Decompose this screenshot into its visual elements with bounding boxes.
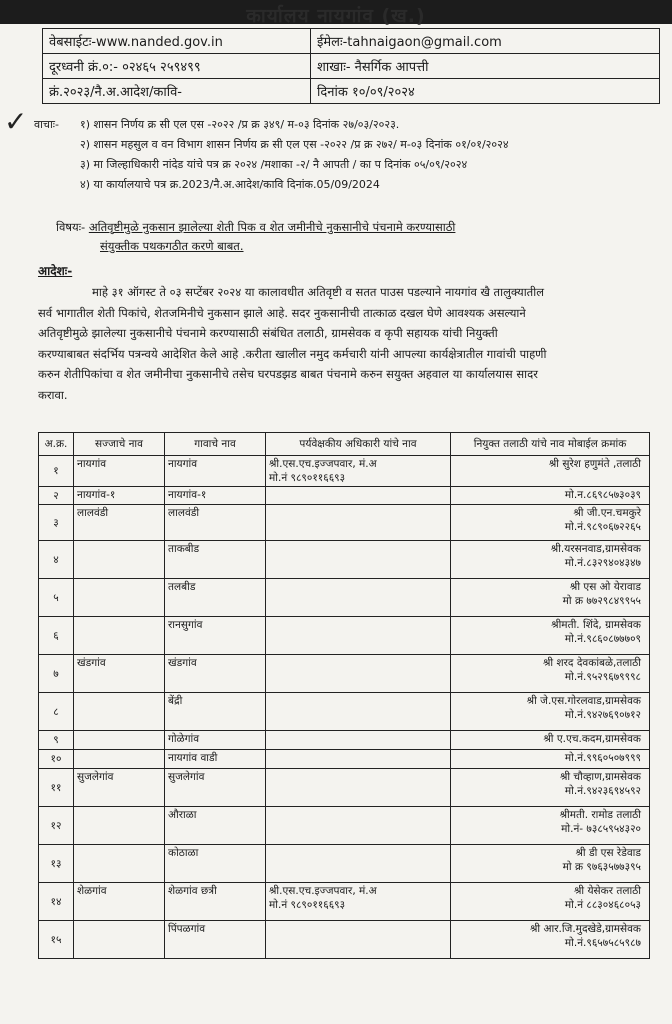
sajja-cell: [74, 487, 165, 505]
talathi-cell: [451, 845, 650, 883]
officer-cell: [266, 807, 451, 845]
village-cell-text: नायगांव-१: [168, 489, 207, 501]
village-cell-text: नायगांव वाडी: [168, 752, 218, 764]
col-header-talathi: नियुक्त तलाठी यांचे नाव मोबाईल क्रमांक: [451, 433, 650, 456]
talathi-cell: [451, 883, 650, 921]
officer-cell: [266, 750, 451, 769]
officer-cell: [266, 487, 451, 505]
officer-cell: [266, 883, 451, 921]
talathi-cell: [451, 655, 650, 693]
officer-cell: [266, 731, 451, 750]
officer-cell: [266, 456, 451, 487]
talathi-cell-text: मो.नं.९५२९६७९९९८: [564, 671, 641, 683]
talathi-cell-text: श्री सुरेश हणुमंते ,तलाठी: [548, 458, 641, 470]
serial-cell: [39, 750, 74, 769]
talathi-cell: [451, 731, 650, 750]
table-row: [39, 750, 650, 769]
sajja-cell: [74, 807, 165, 845]
village-cell: [165, 845, 266, 883]
sajja-cell-text: खंडगांव: [77, 657, 106, 669]
talathi-cell-text: मो.नं.९८९०६७२२६५: [564, 521, 641, 533]
village-cell-text: औराळा: [168, 809, 197, 821]
officer-cell: [266, 505, 451, 541]
order-line: करुन शेतीपिकांचा व शेत जमीनीचा नुकसानीचे तसेच घरपडझड बाबत पंचनामे करुन सयुक्त अहवाल या कार्यालयास सादर: [38, 367, 538, 381]
serial-cell-text: १२: [50, 819, 62, 832]
website-cell: वेबसाईटः-www.nanded.gov.in: [43, 29, 311, 54]
references-label: वाचाः-: [34, 118, 59, 131]
talathi-cell: [451, 541, 650, 579]
serial-cell-text: ५: [53, 591, 59, 604]
order-body: [38, 282, 658, 405]
talathi-cell-text: मो.नं- ७३८५९५४३२०: [561, 823, 641, 835]
sajja-cell-text: शेळगांव: [77, 885, 107, 897]
serial-cell-text: १५: [50, 933, 62, 946]
officer-cell-text: श्री.एस.एच.इज्जपवार, मं.अ: [269, 458, 377, 470]
reference-item: ३) मा जिल्हाधिकारी नांदेड यांचे पत्र क्र २०२४ /मशाका -२/ नै आपती / का प दिनांक ०५/०९/२०२४: [80, 158, 468, 171]
sajja-cell-text: लालवंडी: [77, 507, 109, 519]
serial-cell-text: ९: [53, 734, 59, 746]
table-row: [39, 655, 650, 693]
talathi-cell: [451, 921, 650, 959]
reference-item: ४) या कार्यालयाचे पत्र क्र.2023/नै.अ.आदेश/कावि दिनांक.05/09/2024: [80, 178, 380, 191]
serial-cell: [39, 617, 74, 655]
serial-cell-text: १३: [50, 857, 62, 870]
talathi-cell-text: श्रीमती. शिंदे, ग्रामसेवक: [551, 619, 641, 631]
talathi-cell-text: श्री ए.एच.कदम,ग्रामसेवक: [543, 733, 641, 745]
serial-cell: [39, 505, 74, 541]
sajja-cell: [74, 883, 165, 921]
letterhead-table: [42, 28, 660, 104]
sajja-cell: [74, 921, 165, 959]
village-cell: [165, 883, 266, 921]
officer-cell: [266, 845, 451, 883]
serial-cell: [39, 883, 74, 921]
village-cell-text: गोळेगांव: [168, 733, 200, 745]
serial-cell-text: ८: [53, 705, 59, 718]
village-cell: [165, 750, 266, 769]
order-line: अतिवृष्टीमुळे झालेल्या नुकसानीचे पंचनामे करण्यासाठी संबंधित तलाठी, ग्रामसेवक व कृपी सहायक यांची नियुक्ती: [38, 326, 498, 340]
order-line: करण्याबाबत संदर्भिय पत्रन्वये आदेशित केले आहे .करीता खालील नमुद कर्मचारी यांनी आपल्या कार्यक्षेत्रातील गावांची पाहणी: [38, 346, 547, 361]
talathi-cell-text: श्री जे.एस.गोरलवाड,ग्रामसेवक: [526, 695, 641, 707]
village-cell-text: ताकबीड: [168, 543, 200, 555]
village-cell: [165, 487, 266, 505]
col-header-officer: पर्यवेक्षकीय अधिकारी यांचे नाव: [266, 433, 451, 456]
order-line: माहे ३१ ऑगस्ट ते ०३ सप्टेंबर २०२४ या कालावधीत अतिवृष्टी व सतत पाउस पडल्याने नायगांव खै तालुक्यातील: [92, 285, 545, 299]
officer-cell: [266, 617, 451, 655]
serial-cell: [39, 807, 74, 845]
village-cell: [165, 769, 266, 807]
village-cell: [165, 505, 266, 541]
sajja-cell: [74, 693, 165, 731]
talathi-cell-text: मो.नं.९८६०८७७७०९: [564, 633, 641, 645]
officer-cell: [266, 579, 451, 617]
talathi-cell-text: श्री येसेकर तलाठी: [573, 885, 641, 897]
talathi-cell-text: मो.नं.९६५७५८५९८७: [564, 937, 641, 949]
village-cell: [165, 456, 266, 487]
serial-cell-text: ३: [53, 516, 59, 529]
officer-cell: [266, 693, 451, 731]
officer-cell: [266, 769, 451, 807]
talathi-cell-text: मो.नं.९९६०५०७९९९: [564, 752, 641, 764]
sajja-cell-text: नायगांव-१: [77, 489, 116, 501]
talathi-cell-text: मो.नं ८८३०४६८०५३: [564, 899, 641, 911]
village-cell-text: लालवंडी: [168, 507, 200, 519]
table-row: [39, 921, 650, 959]
serial-cell: [39, 693, 74, 731]
table-row: [39, 731, 650, 750]
talathi-cell-text: श्री आर.जि.मुदखेडे,ग्रामसेवक: [529, 923, 641, 935]
table-row: [39, 505, 650, 541]
subject-line-2: संयुक्तीक पथकगठीत करणे बाबत.: [100, 239, 244, 253]
table-row: [39, 845, 650, 883]
sajja-cell: [74, 769, 165, 807]
serial-cell: [39, 456, 74, 487]
talathi-cell-text: मो.न.८६९८५७३०३९: [564, 489, 641, 501]
talathi-cell: [451, 693, 650, 731]
village-cell: [165, 921, 266, 959]
serial-cell-text: २: [53, 489, 59, 502]
village-cell: [165, 693, 266, 731]
serial-cell-text: ४: [53, 553, 59, 566]
sajja-cell: [74, 541, 165, 579]
village-cell-text: खंडगांव: [168, 657, 197, 669]
serial-cell-text: १: [53, 465, 59, 477]
talathi-cell-text: मो.नं.९४२७६९०७१२: [564, 709, 641, 721]
village-cell-text: तलबीड: [168, 581, 196, 593]
email-cell: ईमेलः-tahnaigaon@gmail.com: [311, 29, 660, 54]
sajja-cell-text: सुजलेगांव: [77, 771, 114, 783]
village-cell-text: सुजलेगांव: [168, 771, 205, 783]
order-label: आदेशः-: [38, 264, 73, 278]
village-cell-text: पिंपळगांव: [168, 923, 206, 935]
sajja-cell: [74, 579, 165, 617]
village-cell-text: रानसुगांव: [168, 619, 203, 631]
village-cell: [165, 731, 266, 750]
talathi-cell-text: श्री जी.एन.चमकुरे: [573, 507, 641, 519]
officer-cell-text: मो.नं ९८९०११६६९३: [269, 472, 346, 484]
serial-cell: [39, 845, 74, 883]
talathi-cell: [451, 505, 650, 541]
serial-cell-text: ६: [53, 629, 59, 642]
talathi-cell-text: मो.नं.९४२३६९४५९२: [564, 785, 641, 797]
serial-cell: [39, 921, 74, 959]
order-line: सर्व भागातील शेती पिकांचे, शेतजमिनीचे नुकसान झाले आहे. सदर नुकसानीची तात्काळ दखल घेणे आवश्यक असल्याने: [38, 305, 526, 320]
talathi-cell: [451, 456, 650, 487]
table-row: [39, 769, 650, 807]
sajja-cell-text: नायगांव: [77, 458, 107, 470]
date-cell: दिनांक १०/०९/२०२४: [311, 79, 660, 104]
table-row: [39, 693, 650, 731]
talathi-cell-text: श्री डी एस रेडेवाड: [575, 847, 641, 859]
officer-cell-text: श्री.एस.एच.इज्जपवार, मं.अ: [269, 885, 377, 897]
office-title: कार्यालय नायगांव (ख.): [246, 5, 426, 27]
serial-cell: [39, 541, 74, 579]
village-cell-text: कोठाळा: [168, 847, 199, 859]
subject-block: [56, 218, 656, 256]
village-cell: [165, 655, 266, 693]
officer-cell: [266, 655, 451, 693]
village-cell: [165, 579, 266, 617]
serial-cell: [39, 579, 74, 617]
serial-cell-text: ७: [53, 667, 59, 680]
sajja-cell: [74, 845, 165, 883]
table-row: [39, 487, 650, 505]
sajja-cell: [74, 655, 165, 693]
handwritten-check-mark: ✓: [4, 105, 28, 138]
talathi-cell: [451, 750, 650, 769]
talathi-cell-text: मो क्र ७७२९८४९९५५: [562, 595, 641, 607]
officer-cell: [266, 541, 451, 579]
table-body: [39, 456, 650, 959]
reference-item: १) शासन निर्णय क्र सी एल एस -२०२२ /प्र क्र ३४९/ म-०३ दिनांक २७/०३/२०२३.: [80, 118, 400, 131]
sajja-cell: [74, 617, 165, 655]
talathi-cell-text: श्री.यरसनवाड,ग्रामसेवक: [550, 543, 641, 555]
serial-cell-text: १४: [50, 895, 62, 908]
talathi-cell: [451, 769, 650, 807]
sajja-cell: [74, 456, 165, 487]
talathi-cell: [451, 617, 650, 655]
talathi-cell-text: मो क्र ९७६३५७७३९५: [562, 861, 641, 873]
officer-cell-text: मो.नं ९८९०११६६९३: [269, 899, 346, 911]
ref-no-cell: क्रं.२०२३/नै.अ.आदेश/कावि-: [43, 79, 311, 104]
sajja-cell: [74, 731, 165, 750]
serial-cell-text: १०: [50, 753, 62, 765]
village-cell: [165, 617, 266, 655]
table-row: [39, 617, 650, 655]
talathi-cell-text: श्री शरद देवकांबळे,तलाठी: [543, 657, 641, 669]
talathi-cell: [451, 487, 650, 505]
serial-cell: [39, 769, 74, 807]
table-row: [39, 579, 650, 617]
order-line: करावा.: [38, 387, 68, 402]
branch-cell: शाखाः- नैसर्गिक आपत्ती: [311, 54, 660, 79]
serial-cell: [39, 487, 74, 505]
col-header-village: गावाचे नाव: [165, 433, 266, 456]
talathi-cell: [451, 579, 650, 617]
table-row: [39, 541, 650, 579]
phone-cell: दूरध्वनी क्रं.०:- ०२४६५ २५९४९९: [43, 54, 311, 79]
table-row: [39, 456, 650, 487]
table-header-row: [39, 433, 650, 456]
serial-cell: [39, 731, 74, 750]
talathi-cell-text: मो.नं.८३२९४०४३४७: [564, 557, 641, 569]
table-row: [39, 883, 650, 921]
talathi-cell-text: श्रीमती. रामोड तलाठी: [559, 809, 641, 821]
officer-cell: [266, 921, 451, 959]
col-header-serial: अ.क्र.: [39, 433, 74, 456]
talathi-cell-text: श्री एस ओ येरावाड: [569, 581, 641, 593]
sajja-cell: [74, 750, 165, 769]
serial-cell-text: ११: [50, 781, 62, 794]
village-cell-text: शेळगांव छत्री: [168, 885, 217, 897]
assignment-table: [38, 432, 650, 959]
subject-label: विषयः-: [56, 220, 86, 234]
talathi-cell: [451, 807, 650, 845]
subject-line-1: अतिवृष्टीमुळे नुकसान झालेल्या शेती पिक व शेत जमीनीचे नुकसानीचे पंचनामे करण्यासाठी: [88, 220, 456, 234]
village-cell-text: बेंद्री: [168, 695, 183, 707]
talathi-cell-text: श्री चौव्हाण,ग्रामसेवक: [559, 771, 641, 783]
table-row: [39, 807, 650, 845]
village-cell-text: नायगांव: [168, 458, 198, 470]
reference-item: २) शासन महसुल व वन विभाग शासन निर्णय क्र सी एल एस -२०२२ /प्र क्र २७२/ म-०३ दिनांक ०१/०१/२०२४: [80, 138, 509, 151]
serial-cell: [39, 655, 74, 693]
sajja-cell: [74, 505, 165, 541]
village-cell: [165, 807, 266, 845]
col-header-sajja: सज्जाचे नाव: [74, 433, 165, 456]
village-cell: [165, 541, 266, 579]
